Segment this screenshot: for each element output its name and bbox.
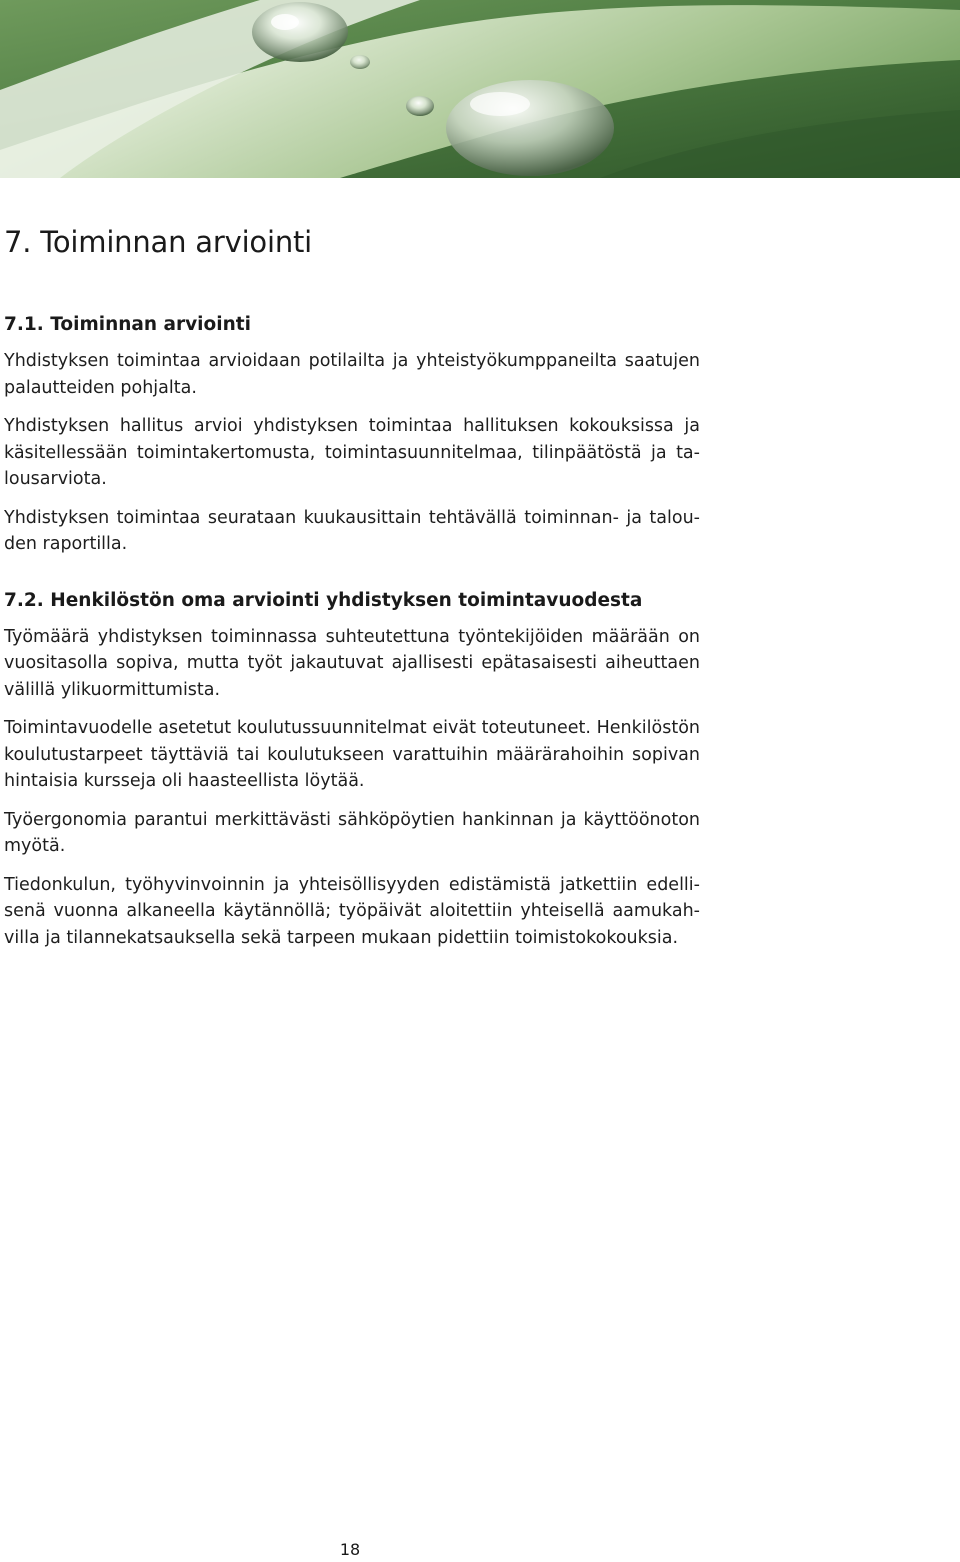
header-leaf-photo [0,0,960,178]
water-drop-main [446,80,614,176]
paragraph: Toimintavuodelle asetetut koulutussuunnitelmat eivät toteutuneet. Henkilöstön koulutustarpeet täyttäviä tai koulutukseen varattuihin määrärahoihin sopivan hintaisia kursseja oli haasteellista löytää. [4,718,700,791]
paragraph: Työmäärä yhdistyksen toiminnassa suhteutettuna työntekijöiden määrään on vuositasolla sopiva, mutta työt jakautuvat ajallisesti epätasaisesti aiheuttaen välillä ylikuormittumista. [4,626,700,700]
paragraph: Työergonomia parantui merkittävästi sähköpöytien hankinnan ja käyttöönoton myötä. [4,809,700,856]
water-drop-small [406,96,434,116]
leaf-with-water-drops-image [0,0,960,178]
water-drop-large [252,2,348,62]
chapter-title: 7. Toiminnan arviointi [4,225,313,259]
page-number: 18 [339,1540,361,1559]
paragraph: Yhdistyksen toimintaa seurataan kuukausittain tehtävällä toiminnan- ja talouden raportilla. [4,507,700,554]
page-content [4,222,700,963]
paragraph: Yhdistyksen hallitus arvioi yhdistyksen toimintaa hallituksen kokouksissa ja käsitellessään toimintakertomusta, toimintasuunnitelmaa, tilinpäätöstä ja talousarviota. [4,416,700,489]
section-title-7-2: 7.2. Henkilöstön oma arviointi yhdistyksen toimintavuodesta [4,589,643,611]
paragraph: Tiedonkulun, työhyvinvoinnin ja yhteisöllisyyden edistämistä jatkettiin edellisenä vuonna alkaneella käytännöllä; työpäivät aloitettiin yhteisellä aamukahvilla ja tilannekatsauksella sekä tarpeen mukaan pidettiin toimistokokouksia. [4,874,700,948]
paragraph: Yhdistyksen toimintaa arvioidaan potilailta ja yhteistyökumppaneilta saatujen palautteiden pohjalta. [4,351,700,398]
section-title-7-1: 7.1. Toiminnan arviointi [4,314,251,335]
